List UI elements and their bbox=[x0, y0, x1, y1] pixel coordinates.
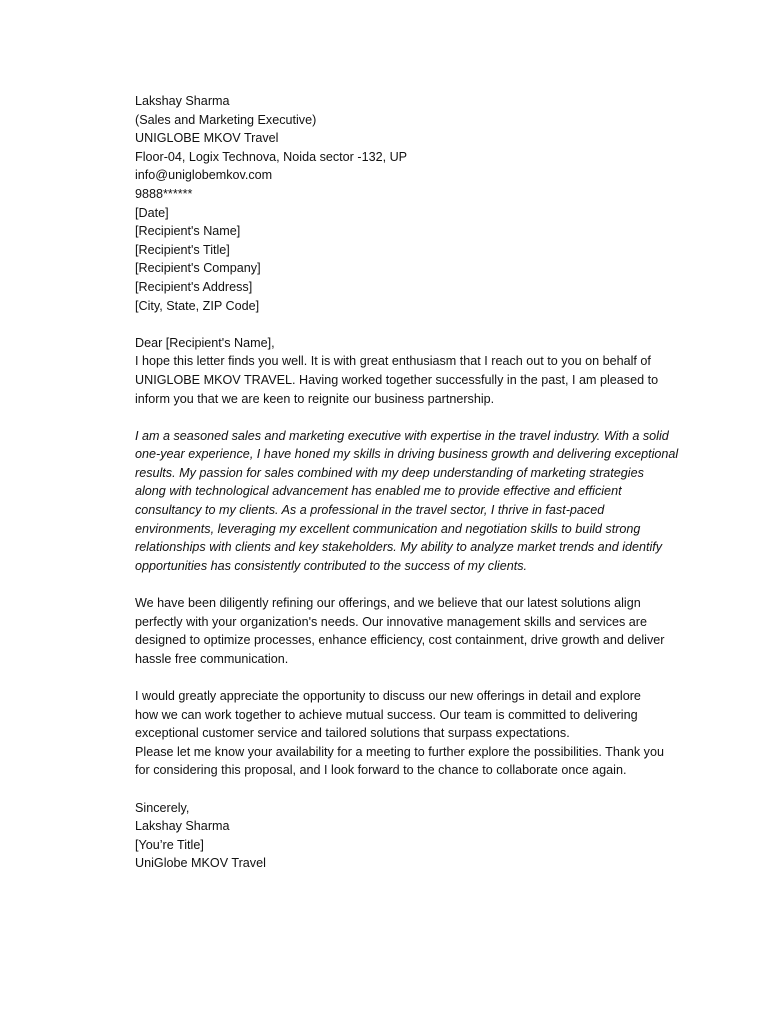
paragraph-intro bbox=[135, 352, 683, 408]
recipient-address: [Recipient's Address] bbox=[135, 279, 253, 294]
sender-name: Lakshay Sharma bbox=[135, 94, 230, 108]
paragraph-meeting-request bbox=[135, 687, 683, 780]
recipient-company: [Recipient's Company] bbox=[135, 261, 261, 276]
paragraph-offerings bbox=[135, 594, 683, 668]
cover-letter bbox=[135, 92, 683, 873]
paragraph-line: Please let me know your availability for a meeting to further explore the possibilities. Thank you bbox=[135, 744, 664, 759]
signature-title: [You’re Title] bbox=[135, 837, 204, 852]
letter-date: [Date] bbox=[135, 205, 169, 220]
paragraph-line: consultancy to my clients. As a professional in the travel sector, I thrive in fast-paced bbox=[135, 503, 605, 518]
paragraph-line: along with technological advancement has enabled me to provide effective and efficient bbox=[135, 484, 622, 499]
paragraph-line: perfectly with your organization's needs. Our innovative management skills and services are bbox=[135, 614, 648, 629]
paragraph-line: I am a seasoned sales and marketing executive with expertise in the travel industry. With a solid bbox=[135, 428, 669, 443]
paragraph-line: for considering this proposal, and I look forward to the chance to collaborate once again. bbox=[135, 763, 627, 778]
paragraph-line: relationships with clients and key stakeholders. My ability to analyze market trends and identify bbox=[135, 540, 663, 555]
paragraph-line: inform you that we are keen to reignite our business partnership. bbox=[135, 391, 495, 406]
sender-address: Floor-04, Logix Technova, Noida sector -132, UP bbox=[135, 149, 408, 164]
paragraph-line: I hope this letter finds you well. It is with great enthusiasm that I reach out to you on behalf of bbox=[135, 354, 651, 369]
sender-phone: 9888****** bbox=[135, 186, 193, 201]
recipient-block bbox=[135, 204, 683, 316]
signature-company: UniGlobe MKOV Travel bbox=[135, 856, 266, 871]
paragraph-line: results. My passion for sales combined with my deep understanding of marketing strategies bbox=[135, 465, 644, 480]
valediction: Sincerely, bbox=[135, 800, 190, 815]
recipient-city-state-zip: [City, State, ZIP Code] bbox=[135, 298, 260, 313]
salutation: Dear [Recipient's Name], bbox=[135, 335, 275, 350]
paragraph-line: designed to optimize processes, enhance efficiency, cost containment, drive growth and deliver bbox=[135, 633, 665, 648]
paragraph-line: hassle free communication. bbox=[135, 651, 289, 666]
sender-role: (Sales and Marketing Executive) bbox=[135, 112, 317, 127]
signature-name: Lakshay Sharma bbox=[135, 819, 230, 834]
paragraph-line: exceptional customer service and tailored solutions that surpass expectations. bbox=[135, 726, 570, 741]
closing-block bbox=[135, 799, 683, 873]
paragraph-line: how we can work together to achieve mutual success. Our team is committed to delivering bbox=[135, 707, 638, 722]
paragraph-line: UNIGLOBE MKOV TRAVEL. Having worked together successfully in the past, I am pleased to bbox=[135, 372, 659, 387]
recipient-name: [Recipient's Name] bbox=[135, 224, 241, 239]
sender-block bbox=[135, 92, 683, 204]
paragraph-line: We have been diligently refining our offerings, and we believe that our latest solutions align bbox=[135, 596, 641, 611]
paragraph-experience bbox=[135, 427, 683, 576]
recipient-title: [Recipient's Title] bbox=[135, 242, 230, 257]
sender-email: info@uniglobemkov.com bbox=[135, 168, 273, 183]
sender-company: UNIGLOBE MKOV Travel bbox=[135, 131, 279, 146]
paragraph-line: opportunities has consistently contributed to the success of my clients. bbox=[135, 558, 528, 573]
paragraph-line: one-year experience, I have honed my skills in driving business growth and delivering exceptional bbox=[135, 447, 679, 462]
paragraph-line: environments, leveraging my excellent communication and negotiation skills to build strong bbox=[135, 521, 641, 536]
paragraph-line: I would greatly appreciate the opportunity to discuss our new offerings in detail and explore bbox=[135, 689, 641, 703]
